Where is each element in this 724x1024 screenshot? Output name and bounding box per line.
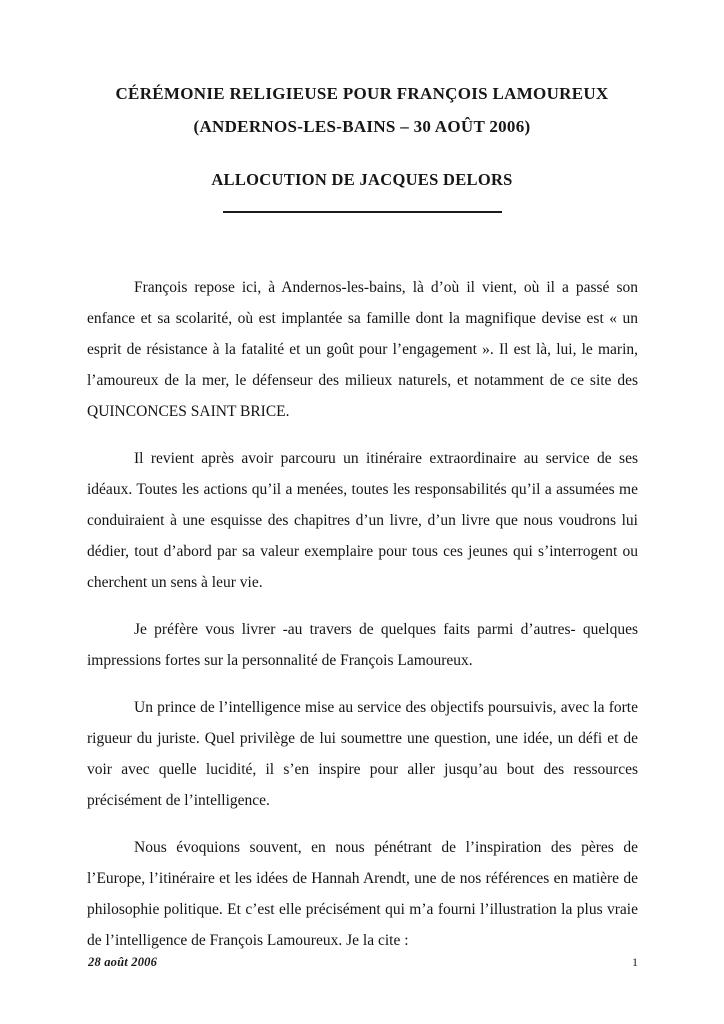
paragraph-4: Un prince de l’intelligence mise au service des objectifs poursuivis, avec la forte rigueur du juriste. Quel privilège de lui soumettre une question, une idée, un défi et de voir avec quelle lucidité, il s’en inspire pour aller jusqu’au bout des ressources précisément de l’intelligence. xyxy=(87,699,638,809)
document-subtitle: ALLOCUTION DE JACQUES DELORS xyxy=(211,170,513,189)
paragraph-2: Il revient après avoir parcouru un itinéraire extraordinaire au service de ses idéaux. Toutes les actions qu’il a menées, toutes les responsabilités qu’il a assumées me conduiraient à une esquisse des chapitres d’un livre, d’un livre que nous voudrons lui dédier, tout d’abord par sa valeur exemplaire pour tous ces jeunes qui s’interrogent ou cherchent un sens à leur vie. xyxy=(87,450,638,591)
paragraph-3: Je préfère vous livrer -au travers de quelques faits parmi d’autres- quelques impressions fortes sur la personnalité de François Lamoureux. xyxy=(87,621,638,669)
document-footer xyxy=(88,955,638,970)
footer-date: 28 août 2006 xyxy=(88,955,158,969)
document-title-line-1: CÉRÉMONIE RELIGIEUSE POUR FRANÇOIS LAMOUREUX xyxy=(115,84,609,103)
footer-page-number: 1 xyxy=(632,955,638,969)
document-title-line-2: (ANDERNOS-LES-BAINS – 30 AOÛT 2006) xyxy=(193,117,531,136)
title-divider-rule xyxy=(223,211,502,213)
paragraph-1: François repose ici, à Andernos-les-bains, là d’où il vient, où il a passé son enfance et sa scolarité, où est implantée sa famille dont la magnifique devise est « un esprit de résistance à la fatalité et un goût pour l’engagement ». Il est là, lui, le marin, l’amoureux de la mer, le défenseur des milieux naturels, et notamment de ce site des QUINCONCES SAINT BRICE. xyxy=(87,279,638,420)
document-header xyxy=(0,0,724,213)
paragraph-5: Nous évoquions souvent, en nous pénétrant de l’inspiration des pères de l’Europe, l’itinéraire et les idées de Hannah Arendt, une de nos références en matière de philosophie politique. Et c’est elle précisément qui m’a fourni l’illustration la plus vraie de l’intelligence de François Lamoureux. Je la cite : xyxy=(87,839,638,949)
document-body xyxy=(87,272,638,972)
